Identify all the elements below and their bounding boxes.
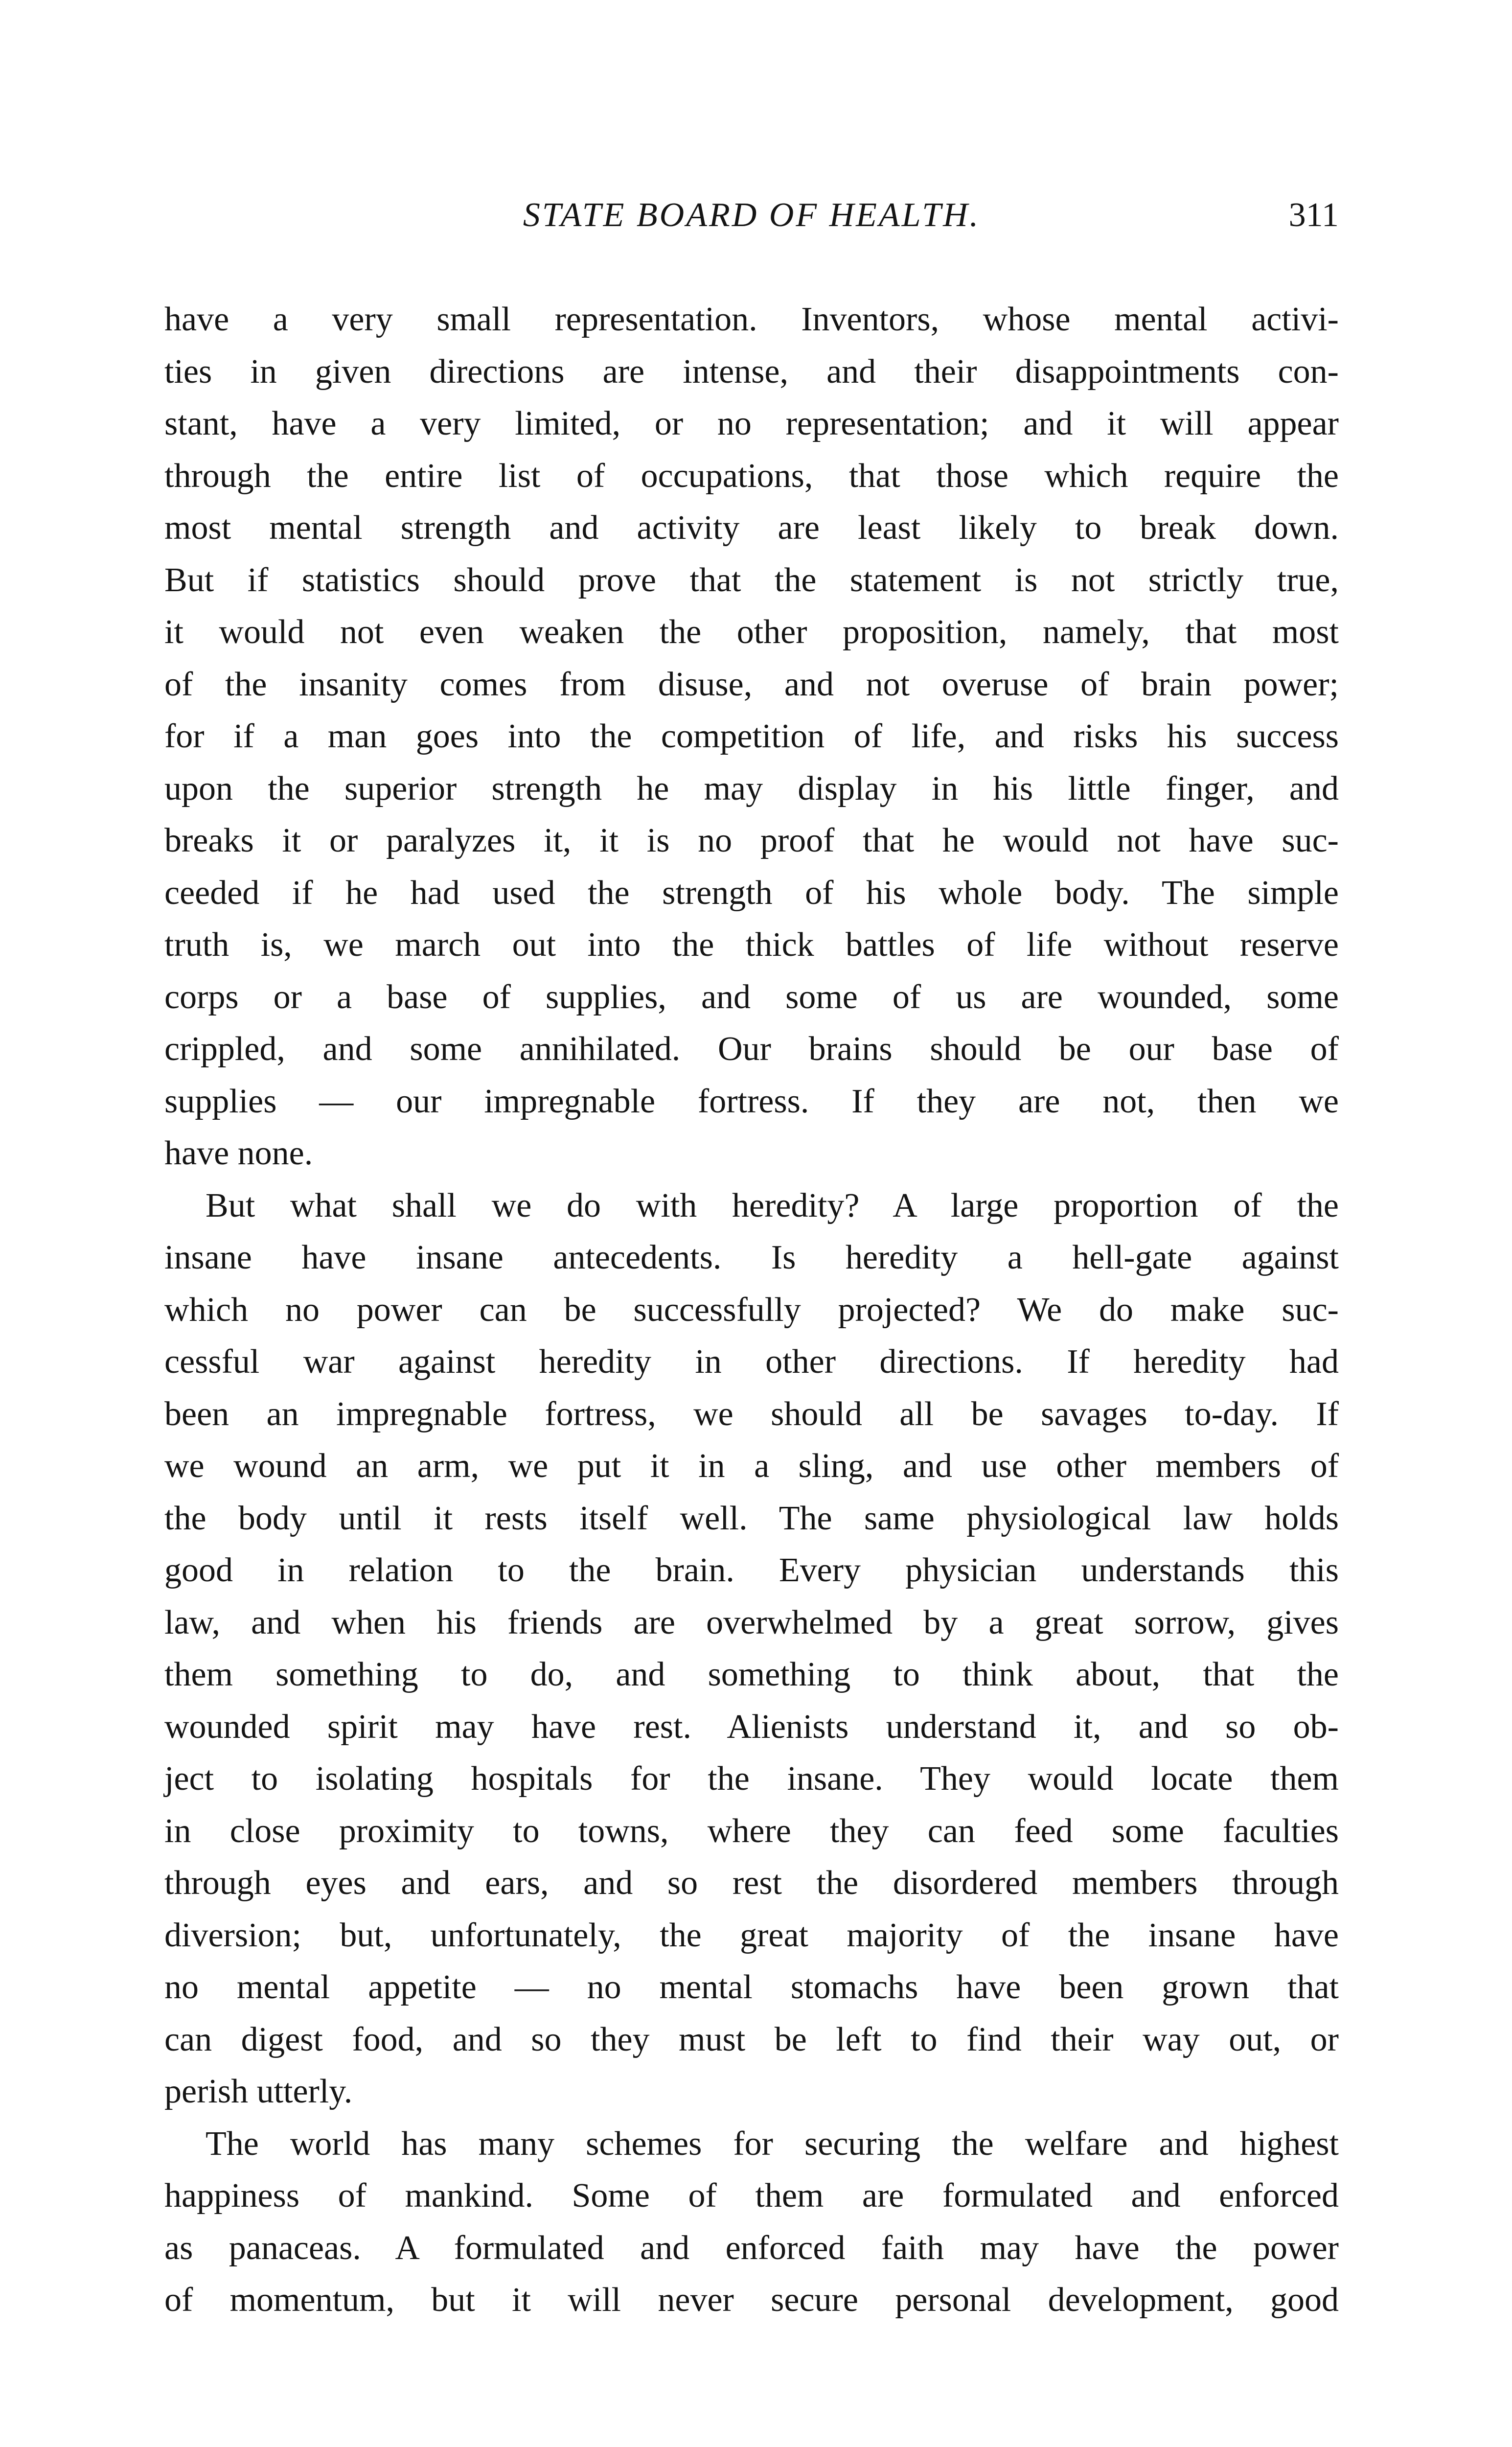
text-line: upon the superior strength he may display in his little finger, and bbox=[164, 769, 1339, 808]
text-line: perish utterly. bbox=[164, 2073, 353, 2110]
text-line: most mental strength and activity are least likely to break down. bbox=[164, 509, 1339, 547]
text-line: of momentum, but it will never secure personal development, good bbox=[164, 2281, 1339, 2319]
text-line: cessful war against heredity in other directions. If heredity had bbox=[164, 1343, 1339, 1381]
text-line: we wound an arm, we put it in a sling, and use other members of bbox=[164, 1447, 1339, 1485]
text-line: corps or a base of supplies, and some of us are wounded, some bbox=[164, 978, 1339, 1016]
text-line: supplies — our impregnable fortress. If they are not, then we bbox=[164, 1082, 1339, 1120]
page-number: 311 bbox=[1288, 196, 1339, 234]
text-line: happiness of mankind. Some of them are formulated and enforced bbox=[164, 2177, 1339, 2215]
text-line: breaks it or paralyzes it, it is no proof that he would not have suc- bbox=[164, 822, 1339, 859]
text-line: the body until it rests itself well. The same physiological law holds bbox=[164, 1499, 1339, 1537]
text-line: been an impregnable fortress, we should all be savages to-day. If bbox=[164, 1395, 1339, 1433]
running-title: STATE BOARD OF HEALTH. bbox=[523, 196, 981, 234]
text-line: in close proximity to towns, where they can feed some faculties bbox=[164, 1812, 1339, 1850]
text-line: stant, have a very limited, or no representation; and it will appear bbox=[164, 405, 1339, 442]
text-line: ties in given directions are intense, and their disappointments con- bbox=[164, 352, 1339, 391]
text-line: crippled, and some annihilated. Our brains should be our base of bbox=[164, 1030, 1339, 1068]
text-line: But if statistics should prove that the statement is not strictly true, bbox=[164, 561, 1339, 599]
text-line: for if a man goes into the competition of life, and risks his success bbox=[164, 717, 1339, 755]
text-line: insane have insane antecedents. Is heredity a hell-gate against bbox=[164, 1239, 1339, 1276]
text-line: which no power can be successfully projected? We do make suc- bbox=[164, 1291, 1339, 1329]
text-line: have none. bbox=[164, 1134, 313, 1172]
text-line: of the insanity comes from disuse, and not overuse of brain power; bbox=[164, 665, 1339, 703]
body-text bbox=[164, 294, 1339, 2327]
text-line: no mental appetite — no mental stomachs have been grown that bbox=[164, 1968, 1339, 2006]
text-line: truth is, we march out into the thick battles of life without reserve bbox=[164, 926, 1339, 964]
text-line: ject to isolating hospitals for the insane. They would locate them bbox=[164, 1760, 1339, 1798]
text-line: diversion; but, unfortunately, the great majority of the insane have bbox=[164, 1916, 1339, 1954]
text-line: ceeded if he had used the strength of his whole body. The simple bbox=[164, 874, 1339, 912]
text-line: as panaceas. A formulated and enforced faith may have the power bbox=[164, 2229, 1339, 2267]
text-line: But what shall we do with heredity? A large proportion of the bbox=[206, 1186, 1339, 1224]
text-line: it would not even weaken the other proposition, namely, that most bbox=[164, 613, 1339, 651]
text-line: law, and when his friends are overwhelmed by a great sorrow, gives bbox=[164, 1603, 1339, 1641]
text-line: through eyes and ears, and so rest the disordered members through bbox=[164, 1864, 1339, 1902]
text-line: can digest food, and so they must be left to find their way out, or bbox=[164, 2020, 1339, 2058]
text-line: good in relation to the brain. Every physician understands this bbox=[164, 1551, 1339, 1589]
text-line: have a very small representation. Inventors, whose mental activi- bbox=[164, 300, 1339, 338]
text-line: The world has many schemes for securing the welfare and highest bbox=[206, 2124, 1339, 2163]
running-head bbox=[164, 193, 1339, 237]
text-line: through the entire list of occupations, that those which require the bbox=[164, 457, 1339, 495]
text-line: them something to do, and something to think about, that the bbox=[164, 1656, 1339, 1693]
text-line: wounded spirit may have rest. Alienists understand it, and so ob- bbox=[164, 1708, 1339, 1746]
